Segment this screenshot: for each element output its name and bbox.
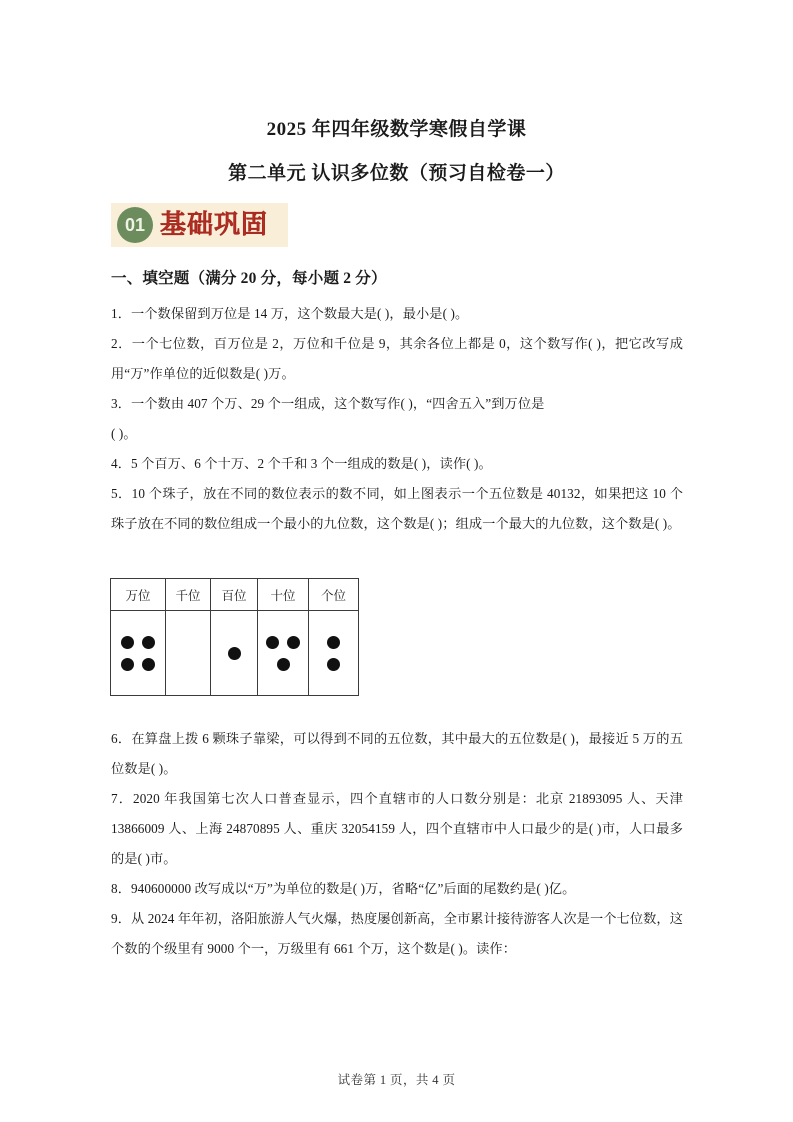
question-2: 2．一个七位数，百万位是 2，万位和千位是 9，其余各位上都是 0，这个数写作( )，把它改写成用“万”作单位的近似数是( )万。 (111, 336, 683, 381)
table-header-ge: 个位 (309, 579, 359, 611)
question-5: 5．10 个珠子，放在不同的数位表示的数不同，如上图表示一个五位数是 40132，如果把这 10 个珠子放在不同的数位组成一个最小的九位数，这个数是( )；组成一个最大的九位数，这个数是( )。 (111, 486, 683, 531)
bead-line (266, 636, 300, 649)
place-value-table (110, 578, 359, 696)
exam-content-lower (111, 724, 683, 964)
table-header-qian: 千位 (166, 579, 211, 611)
page-footer: 试卷第 1 页，共 4 页 (337, 1073, 456, 1087)
table-header-wan: 万位 (111, 579, 166, 611)
page-title: 2025 年四年级数学寒假自学课 (266, 119, 527, 140)
bead-icon (287, 636, 300, 649)
bead-icon (327, 636, 340, 649)
question-4: 4．5 个百万、6 个十万、2 个千和 3 个一组成的数是( )，读作( )。 (111, 456, 492, 471)
bead-icon (266, 636, 279, 649)
bead-icon (277, 658, 290, 671)
question-8: 8．940600000 改写成以“万”为单位的数是( )万，省略“亿”后面的尾数约是( )亿。 (111, 881, 576, 896)
question-3-continued: ( )。 (111, 426, 137, 441)
bead-icon (121, 636, 134, 649)
section-badge-label: 基础巩固 (160, 210, 269, 240)
title-block (0, 113, 793, 191)
bead-icon (327, 658, 340, 671)
table-header-row (111, 579, 359, 611)
section-heading: 一、填空题（满分 20 分，每小题 2 分） (111, 270, 387, 287)
bead-icon (142, 636, 155, 649)
bead-icon (142, 658, 155, 671)
bead-cell-bai (211, 611, 258, 696)
bead-line (277, 658, 290, 671)
bead-cell-qian (166, 611, 211, 696)
bead-line (228, 647, 241, 660)
bead-line (327, 658, 340, 671)
exam-content (111, 268, 683, 539)
section-number-badge: 01 (117, 207, 153, 243)
bead-icon (121, 658, 134, 671)
question-7: 7．2020 年我国第七次人口普查显示，四个直辖市的人口数分别是：北京 21893095 人、天津 13866009 人、上海 24870895 人、重庆 32054159 人，四个直辖市中人口最少的是( )市，人口最多的是( )市。 (111, 791, 683, 866)
question-1: 1．一个数保留到万位是 14 万，这个数最大是( )，最小是( )。 (111, 306, 469, 321)
bead-cell-wan (111, 611, 166, 696)
page-subtitle: 第二单元 认识多位数（预习自检卷一） (228, 163, 565, 184)
section-badge (111, 203, 288, 247)
question-6: 6．在算盘上拨 6 颗珠子靠梁，可以得到不同的五位数，其中最大的五位数是( )，最接近 5 万的五位数是( )。 (111, 731, 683, 776)
bead-line (121, 636, 155, 649)
table-header-bai: 百位 (211, 579, 258, 611)
question-9: 9．从 2024 年年初，洛阳旅游人气火爆，热度屡创新高，全市累计接待游客人次是一个七位数，这个数的个级里有 9000 个一，万级里有 661 个万，这个数是( )。读作： (111, 911, 683, 956)
bead-icon (228, 647, 241, 660)
bead-line (121, 658, 155, 671)
table-header-shi: 十位 (258, 579, 309, 611)
bead-cell-ge (309, 611, 359, 696)
bead-line (327, 636, 340, 649)
question-3: 3．一个数由 407 个万、29 个一组成，这个数写作( )，“四舍五入”到万位是 (111, 396, 545, 411)
bead-cell-shi (258, 611, 309, 696)
table-bead-row (111, 611, 359, 696)
